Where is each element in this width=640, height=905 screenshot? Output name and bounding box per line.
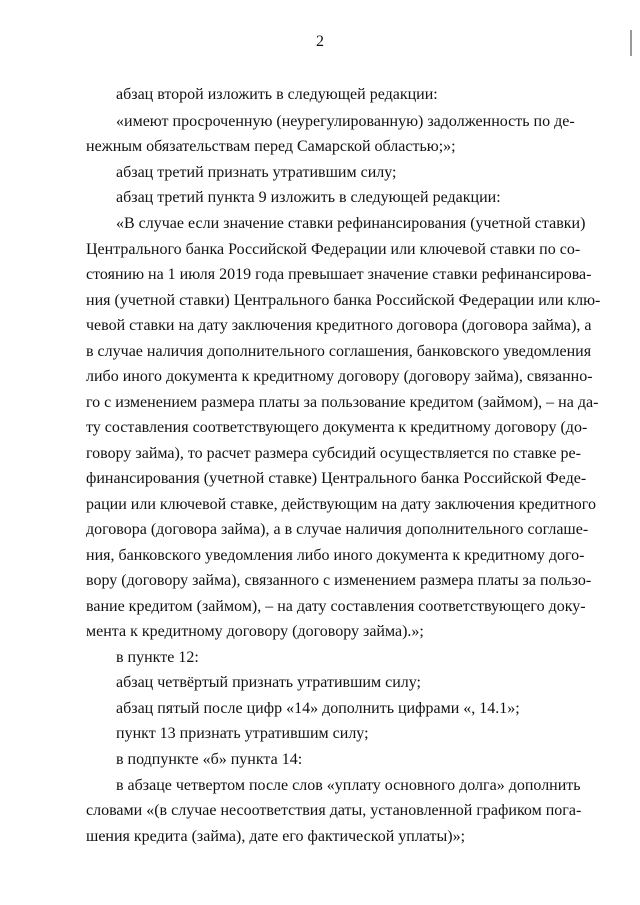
text-line: словами «(в случае несоответствия даты, установленной графиком пога- <box>86 802 582 819</box>
text-line: пункт 13 признать утратившим силу; <box>116 725 369 742</box>
text-line: «В случае если значение ставки рефинансирования (учетной ставки) <box>116 215 586 232</box>
text-line: абзац третий пункта 9 изложить в следующей редакции: <box>116 189 501 206</box>
text-line: мента к кредитному договору (договору займа).»; <box>86 623 424 640</box>
text-line: ту составления соответствующего документа к кредитному договору (до- <box>86 419 588 436</box>
text-line: чевой ставки на дату заключения кредитного договора (договора займа), а <box>86 317 592 334</box>
text-line: вание кредитом (займом), – на дату составления соответствующего доку- <box>86 598 586 615</box>
text-line: в абзаце четвертом после слов «уплату основного долга» дополнить <box>116 777 581 794</box>
text-line: «имеют просроченную (неурегулированную) задолженность по де- <box>116 113 575 130</box>
text-line: либо иного документа к кредитному договору (договору займа), связанно- <box>86 368 593 385</box>
text-line: нежным обязательствам перед Самарской областью;»; <box>86 138 456 155</box>
text-line: абзац второй изложить в следующей редакции: <box>116 86 438 103</box>
page-number: 2 <box>316 33 324 50</box>
text-line: шения кредита (займа), дате его фактической уплаты)»; <box>86 828 466 845</box>
text-line: в случае наличия дополнительного соглашения, банковского уведомления <box>86 343 592 360</box>
text-line: го с изменением размера платы за пользование кредитом (займом), – на да- <box>86 394 599 411</box>
text-line: Центрального банка Российской Федерации или ключевой ставки по со- <box>86 241 581 258</box>
text-line: финансирования (учетной ставке) Центрального банка Российской Феде- <box>86 470 587 487</box>
text-line: в пункте 12: <box>116 649 199 666</box>
text-line: абзац пятый после цифр «14» дополнить цифрами «, 14.1»; <box>116 700 520 717</box>
text-line: договора (договора займа), а в случае наличия дополнительного соглаше- <box>86 521 589 538</box>
text-line: стоянию на 1 июля 2019 года превышает значение ставки рефинансирова- <box>86 266 592 283</box>
text-line: говору займа), то расчет размера субсидий осуществляется по ставке ре- <box>86 445 581 462</box>
text-line: вору (договору займа), связанного с изменением размера платы за пользо- <box>86 572 592 589</box>
text-line: абзац третий признать утратившим силу; <box>116 164 397 181</box>
text-line: рации или ключевой ставке, действующим на дату заключения кредитного <box>86 496 596 513</box>
text-line: в подпункте «б» пункта 14: <box>116 751 303 768</box>
text-line: ния, банковского уведомления либо иного документа к кредитному дого- <box>86 547 585 564</box>
text-line: ния (учетной ставки) Центрального банка Российской Федерации или клю- <box>86 292 601 309</box>
text-line: абзац четвёртый признать утратившим силу; <box>116 674 421 691</box>
